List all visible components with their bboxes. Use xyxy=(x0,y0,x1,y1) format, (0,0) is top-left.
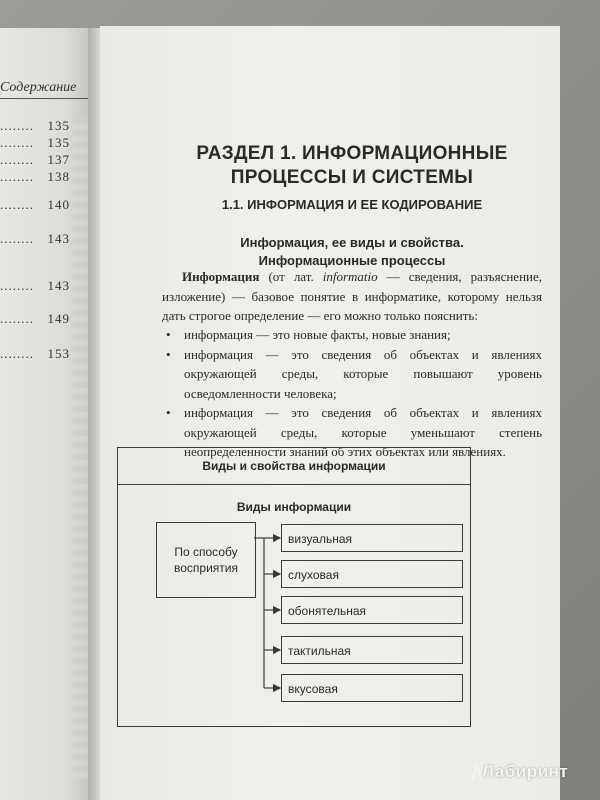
diagram-title: Виды и свойства информации xyxy=(118,448,470,485)
info-kind-box: тактильная xyxy=(281,636,463,664)
toc-page-number: ........ 137 xyxy=(0,152,70,167)
toc-page-number: ........ 140 xyxy=(0,197,70,212)
left-page-header: Содержание xyxy=(0,80,92,99)
info-kind-box: визуальная xyxy=(281,524,463,552)
section-title: РАЗДЕЛ 1. ИНФОРМАЦИОННЫЕ ПРОЦЕССЫ И СИСТЕМЫ xyxy=(196,143,508,188)
info-kind-box: вкусовая xyxy=(281,674,463,702)
toc-page-number: ........ 135 xyxy=(0,135,70,150)
toc-page-number: ........ 135 xyxy=(0,118,70,133)
toc-page-number: ........ 143 xyxy=(0,231,70,246)
list-item: • информация — это новые факты, новые знания; xyxy=(162,325,542,345)
term: Информация xyxy=(182,269,260,284)
toc-page-number: ........ 138 xyxy=(0,169,70,184)
watermark: Лабиринт xyxy=(482,762,569,781)
subsection-title: 1.1. ИНФОРМАЦИЯ И ЕЕ КОДИРОВАНИЕ xyxy=(221,197,483,212)
toc-page-number: ........ 143 xyxy=(0,278,70,293)
info-types-diagram xyxy=(117,447,471,727)
info-kind-box: слуховая xyxy=(281,560,463,588)
latin-term: informatio xyxy=(322,269,378,284)
toc-page-number: ........ 153 xyxy=(0,346,70,361)
left-page xyxy=(0,28,92,800)
definition-paragraph: Информация (от лат. informatio — сведения, разъяснение, изложение) — базовое понятие в информатике, которому нельзя дать строгое определение — его можно только пояснить: xyxy=(162,269,543,323)
toc-page-number: ........ 149 xyxy=(0,311,70,326)
list-item: • информация — это сведения об объектах и явлениях окружающей среды, которые уменьшают степень неопределенности знаний об этих объектах или явлениях. xyxy=(162,403,542,462)
info-kind-box: обонятельная xyxy=(281,596,463,624)
perception-box: По способу восприятия xyxy=(156,522,256,598)
definition-list xyxy=(162,325,542,462)
diagram-subtitle: Виды информации xyxy=(236,500,352,514)
topic-heading: Информация, ее виды и свойства. Информационные процессы xyxy=(240,235,464,268)
list-item: • информация — это сведения об объектах и явлениях окружающей среды, которые повышают уровень осведомленности человека; xyxy=(162,345,542,404)
